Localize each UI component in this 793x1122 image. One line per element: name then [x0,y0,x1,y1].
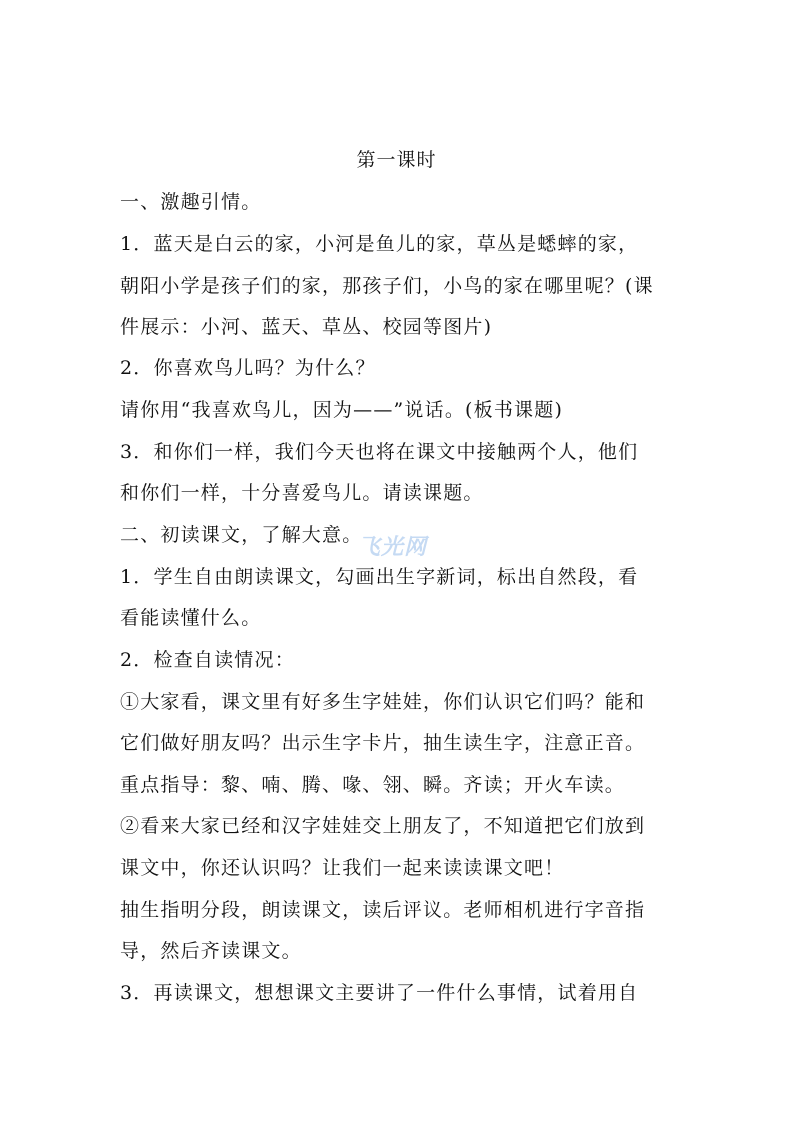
paragraph-line: 导，然后齐读课文。 [120,940,302,962]
paragraph-line: 1．蓝天是白云的家，小河是鱼儿的家，草丛是蟋蟀的家， [120,233,639,255]
paragraph-line: 看能读懂什么。 [120,607,262,629]
watermark-logo: 飞光网 [358,535,428,560]
paragraph-line: 课文中，你还认识吗？让我们一起来读读课文吧！ [120,857,565,879]
page-title: 第一课时 [356,149,437,171]
paragraph-line: 它们做好朋友吗？出示生字卡片，抽生读生字，注意正音。 [120,732,646,754]
paragraph-line: 3．和你们一样，我们今天也将在课文中接触两个人，他们 [120,441,639,463]
paragraph-line: ②看来大家已经和汉字娃娃交上朋友了，不知道把它们放到 [120,815,646,837]
paragraph-line: 2．检查自读情况： [120,649,295,671]
section-heading-2: 二、初读课文，了解大意。 [120,524,363,546]
paragraph-line: 3．再读课文，想想课文主要讲了一件什么事情，试着用自 [120,982,639,1004]
paragraph-line: 重点指导：黎、喃、腾、喙、翎、瞬。齐读；开火车读。 [120,774,626,796]
paragraph-line: 和你们一样，十分喜爱鸟儿。请读课题。 [120,482,484,504]
paragraph-line: 朝阳小学是孩子们的家，那孩子们，小鸟的家在哪里呢？(课 [120,275,654,297]
paragraph-line: ①大家看，课文里有好多生字娃娃，你们认识它们吗？能和 [120,691,646,713]
paragraph-line: 件展示：小河、蓝天、草丛、校园等图片) [120,316,493,338]
section-heading-1: 一、激趣引情。 [120,191,262,213]
paragraph-line: 1．学生自由朗读课文，勾画出生字新词，标出自然段，看 [120,566,639,588]
paragraph-line: 请你用“我喜欢鸟儿，因为——”说话。(板书课题) [120,399,564,421]
paragraph-line: 2．你喜欢鸟儿吗？为什么？ [120,357,376,379]
paragraph-line: 抽生指明分段，朗读课文，读后评议。老师相机进行字音指 [120,899,646,921]
